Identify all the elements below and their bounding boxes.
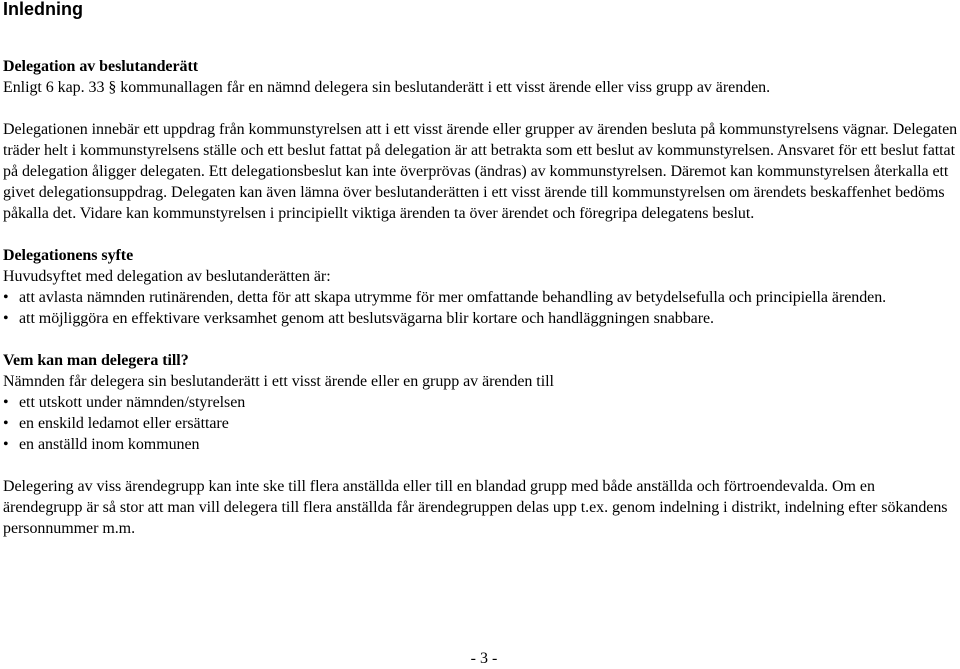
list-item-text: att möjliggöra en effektivare verksamhet genom att beslutsvägarna blir kortare och handläggningen snabbare. <box>19 310 714 327</box>
section-heading-delegation: Delegation av beslutanderätt <box>3 58 199 75</box>
list-item <box>3 392 958 413</box>
list-item <box>3 287 958 308</box>
bullet-marker: • <box>3 289 9 306</box>
list-item <box>3 413 958 434</box>
list-item-text: en enskild ledamot eller ersättare <box>19 415 229 432</box>
list-item-text: att avlasta nämnden rutinärenden, detta för att skapa utrymme för mer omfattande behandling av betydelsefulla och principiella ärenden. <box>19 289 887 306</box>
section-heading-who: Vem kan man delegera till? <box>3 352 189 369</box>
bullet-marker: • <box>3 310 9 327</box>
list-item-text: ett utskott under nämnden/styrelsen <box>19 394 246 411</box>
bullet-marker: • <box>3 415 9 432</box>
section-who <box>3 350 958 539</box>
list-item-text: en anställd inom kommunen <box>19 436 200 453</box>
who-bullet-list <box>3 392 958 455</box>
paragraph-who-intro: Nämnden får delegera sin beslutanderätt i ett visst ärende eller en grupp av ärenden till <box>3 373 554 390</box>
section-heading-purpose: Delegationens syfte <box>3 247 134 264</box>
paragraph-delegation-intro: Enligt 6 kap. 33 § kommunallagen får en nämnd delegera sin beslutanderätt i ett visst ärende eller viss grupp av ärenden. <box>3 79 771 96</box>
list-item <box>3 308 958 329</box>
paragraph-delegation-body: Delegationen innebär ett uppdrag från kommunstyrelsen att i ett visst ärende eller grupper av ärenden besluta på kommunstyrelsens vägnar. Delegaten träder helt i kommunstyrelsens ställe och ett beslut fattat på delegation är att betrakta som ett beslut av kommunstyrelsen. Ansvaret för ett beslut fattat på delegation åligger delegaten. Ett delegationsbeslut kan inte överprövas (ändras) av kommunstyrelsen. Däremot kan kommunstyrelsen återkalla ett givet delegationsuppdrag. Delegaten kan även lämna över beslutanderätten i ett visst ärende till kommunstyrelsen om ärendets beskaffenhet bedöms påkalla det. Vidare kan kommunstyrelsen i principiellt viktiga ärenden ta över ärendet och föregripa delegatens beslut. <box>3 121 958 222</box>
document-page <box>3 0 958 539</box>
page-number: - 3 - <box>470 650 498 667</box>
bullet-marker: • <box>3 394 9 411</box>
list-item <box>3 434 958 455</box>
section-purpose <box>3 245 958 329</box>
page-title: Inledning <box>3 0 83 19</box>
purpose-bullet-list <box>3 287 958 329</box>
section-delegation <box>3 56 958 224</box>
paragraph-who-body: Delegering av viss ärendegrupp kan inte ske till flera anställda eller till en blandad grupp med både anställda och förtroendevalda. Om en ärendegrupp är så stor att man vill delegera till flera anställda får ärendegruppen delas upp t.ex. genom indelning i distrikt, indelning efter sökandens personnummer m.m. <box>3 478 948 537</box>
bullet-marker: • <box>3 436 9 453</box>
paragraph-purpose-intro: Huvudsyftet med delegation av beslutanderätten är: <box>3 268 331 285</box>
